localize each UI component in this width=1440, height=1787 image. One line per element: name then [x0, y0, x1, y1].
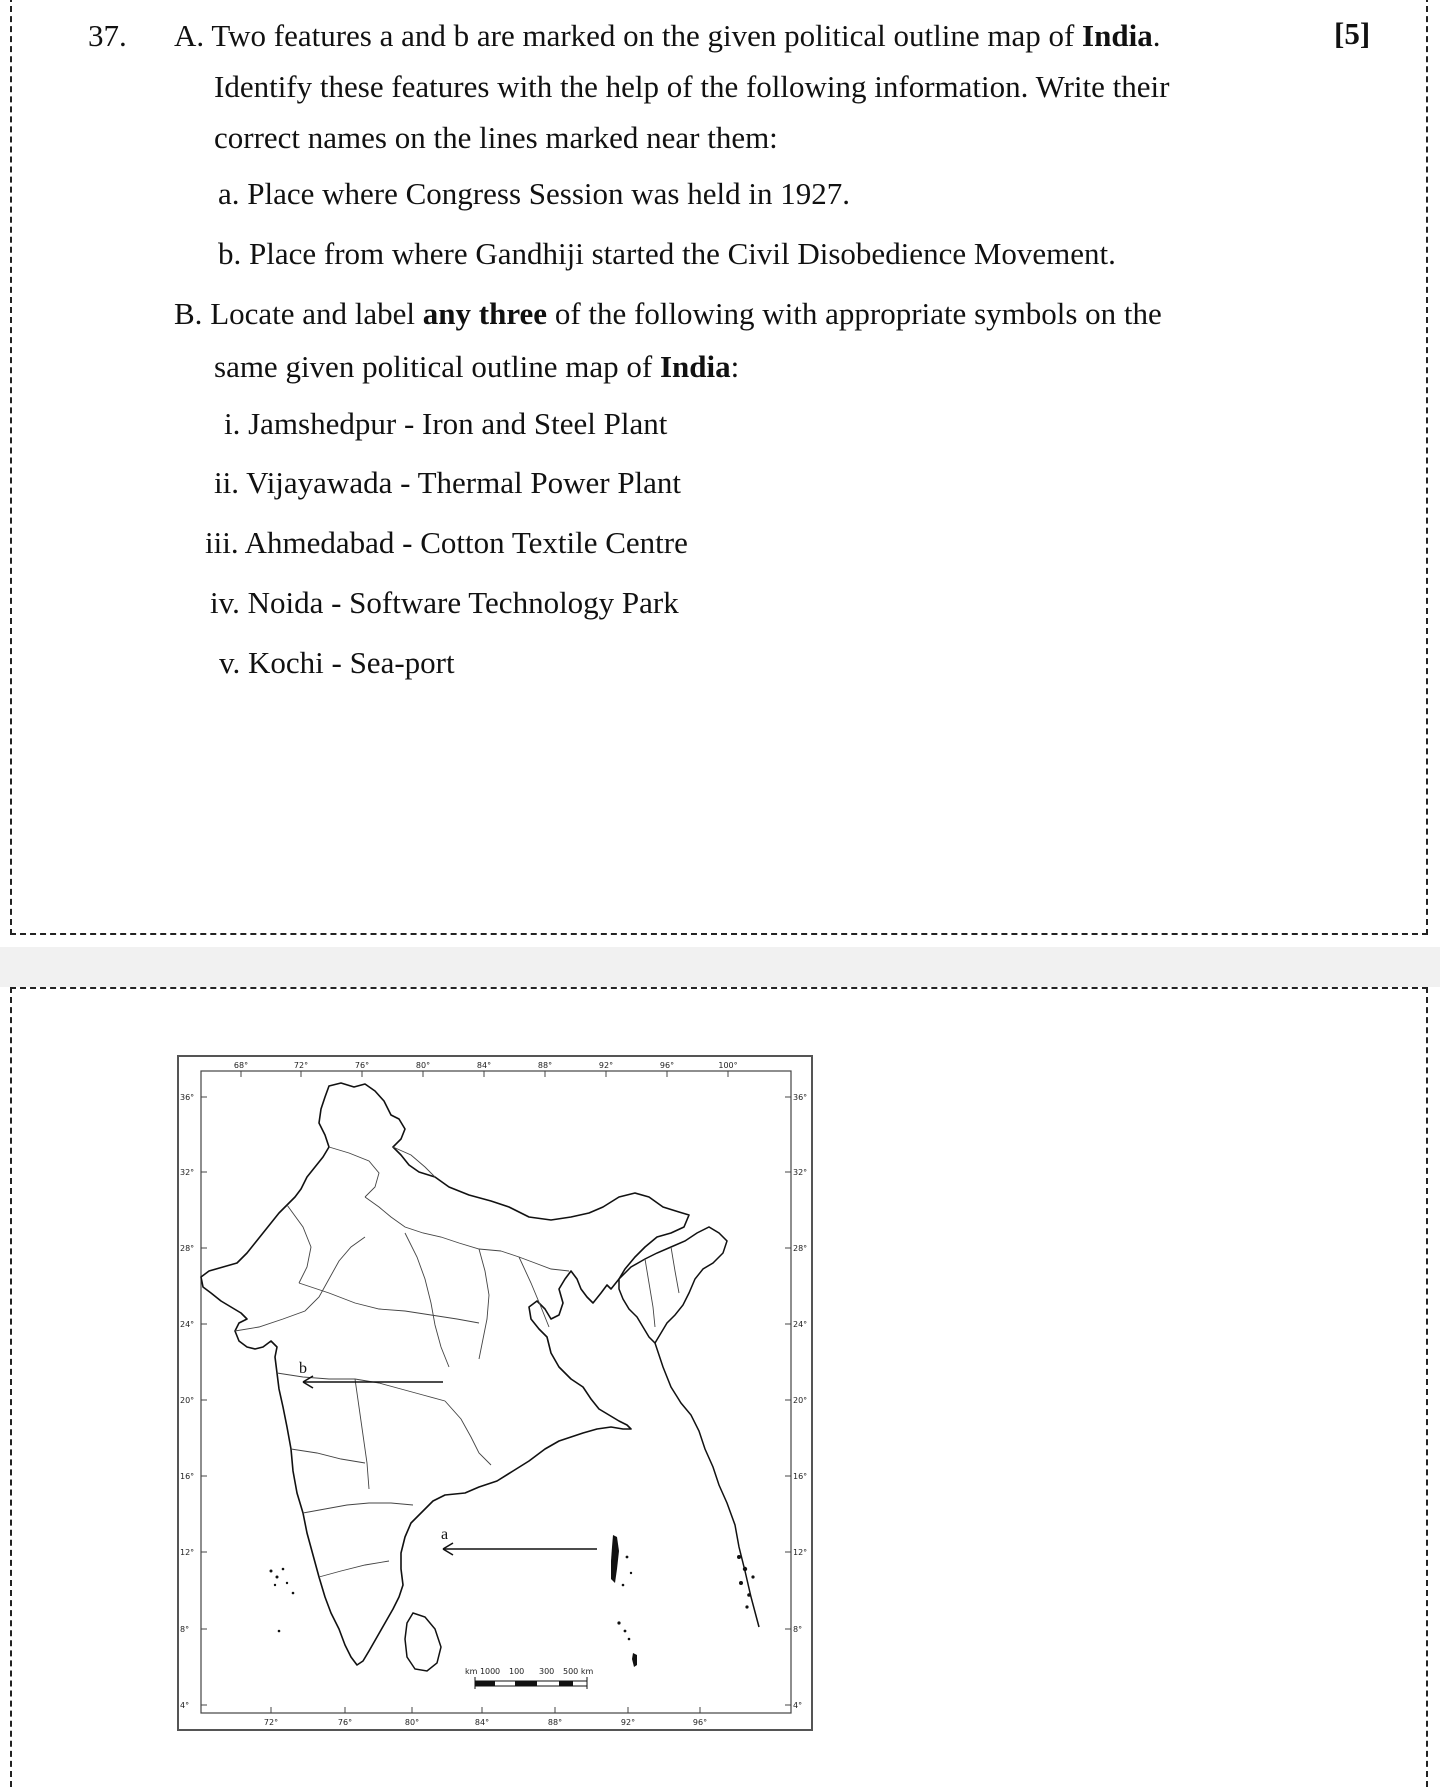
- lon-bottom-96: 96°: [692, 1718, 708, 1727]
- lon-top-84: 84°: [476, 1061, 492, 1070]
- map-svg: [179, 1057, 811, 1729]
- lat-right-20: 20°: [793, 1396, 808, 1405]
- part-a-line3: correct names on the lines marked near them:: [214, 120, 778, 155]
- lat-right-4: 4°: [793, 1701, 803, 1710]
- lon-top-68: 68°: [233, 1061, 249, 1070]
- question-marks: [5]: [1334, 16, 1371, 51]
- scale-bar: [465, 1667, 593, 1689]
- part-a-india: India: [1082, 18, 1153, 53]
- scale-label-km100: km 100: [465, 1667, 496, 1676]
- lat-left-36: 36°: [180, 1093, 195, 1102]
- lat-left-12: 12°: [180, 1548, 195, 1557]
- part-b-item-iv: iv. Noida - Software Technology Park: [210, 585, 679, 620]
- lon-bottom-92: 92°: [620, 1718, 636, 1727]
- myanmar-coast: [655, 1343, 759, 1627]
- part-b-item-iii: iii. Ahmedabad - Cotton Textile Centre: [205, 525, 688, 560]
- feature-b-label: b: [299, 1360, 307, 1377]
- part-b-colon: :: [730, 349, 740, 384]
- part-a-line1-text: Two features a and b are marked on the given political outline map of: [211, 18, 1075, 53]
- part-b-item-ii: ii. Vijayawada - Thermal Power Plant: [214, 465, 682, 500]
- sri-lanka-outline: [405, 1613, 441, 1671]
- lon-bottom-72: 72°: [263, 1718, 279, 1727]
- lat-left-24: 24°: [180, 1320, 195, 1329]
- part-b-item-i: i. Jamshedpur - Iron and Steel Plant: [224, 406, 668, 441]
- part-b-line1-pre: Locate and label: [210, 296, 416, 331]
- lon-bottom-88: 88°: [547, 1718, 563, 1727]
- scale-label-100: 100: [509, 1667, 525, 1676]
- india-outline: [201, 1083, 689, 1665]
- lon-bottom-80: 80°: [404, 1718, 420, 1727]
- part-a-line2: Identify these features with the help of the following information. Write their: [214, 69, 1170, 104]
- scale-label-500km: 500 km: [563, 1667, 594, 1676]
- lat-right-24: 24°: [793, 1320, 808, 1329]
- part-b-line1-post: of the following with appropriate symbols on the: [554, 296, 1162, 331]
- india-outline-map: [177, 1055, 813, 1731]
- lat-left-32: 32°: [180, 1168, 195, 1177]
- lon-top-80: 80°: [415, 1061, 431, 1070]
- part-a-label: A.: [174, 18, 205, 53]
- lat-right-8: 8°: [793, 1625, 803, 1634]
- lat-left-8: 8°: [180, 1625, 190, 1634]
- part-a-item-a: a. Place where Congress Session was held in 1927.: [218, 176, 850, 211]
- panel-separator: [0, 947, 1440, 987]
- scale-label-0: 0: [495, 1667, 501, 1676]
- lon-top-72: 72°: [293, 1061, 309, 1070]
- lat-right-16: 16°: [793, 1472, 808, 1481]
- part-b-line2: [214, 351, 739, 382]
- lat-left-16: 16°: [180, 1472, 195, 1481]
- lon-bottom-76: 76°: [337, 1718, 353, 1727]
- feature-a-marker: [441, 1526, 597, 1555]
- lat-right-32: 32°: [793, 1168, 808, 1177]
- feature-a-label: a: [441, 1526, 449, 1543]
- lat-right-36: 36°: [793, 1093, 808, 1102]
- part-b-label: B.: [174, 296, 203, 331]
- question-number: 37.: [88, 18, 127, 53]
- lon-top-88: 88°: [537, 1061, 553, 1070]
- part-a-line1: [174, 20, 1160, 51]
- northeast-outline: [619, 1227, 727, 1343]
- lat-left-28: 28°: [180, 1244, 195, 1253]
- lon-top-96: 96°: [659, 1061, 675, 1070]
- andaman-nicobar-islands: [611, 1535, 637, 1667]
- part-b-any-three: any three: [422, 296, 548, 331]
- part-b-india: India: [659, 349, 731, 384]
- lon-bottom-84: 84°: [474, 1718, 490, 1727]
- feature-b-marker: [299, 1360, 443, 1388]
- part-a-item-b: b. Place from where Gandhiji started the Civil Disobedience Movement.: [218, 236, 1116, 271]
- part-a-period: .: [1152, 18, 1161, 53]
- part-b-line1: [174, 298, 1162, 329]
- lat-right-12: 12°: [793, 1548, 808, 1557]
- map-inner-border: [201, 1071, 791, 1713]
- part-b-item-v: v. Kochi - Sea-port: [219, 645, 455, 680]
- lat-right-28: 28°: [793, 1244, 808, 1253]
- part-b-line2-pre: same given political outline map of: [214, 349, 653, 384]
- lon-top-100: 100°: [718, 1061, 738, 1070]
- lon-top-76: 76°: [354, 1061, 370, 1070]
- lon-top-92: 92°: [598, 1061, 614, 1070]
- lat-left-4: 4°: [180, 1701, 190, 1710]
- lakshadweep-islands: [270, 1568, 295, 1633]
- frame-ticks: [201, 1071, 791, 1713]
- scale-label-300: 300: [539, 1667, 555, 1676]
- lat-left-20: 20°: [180, 1396, 195, 1405]
